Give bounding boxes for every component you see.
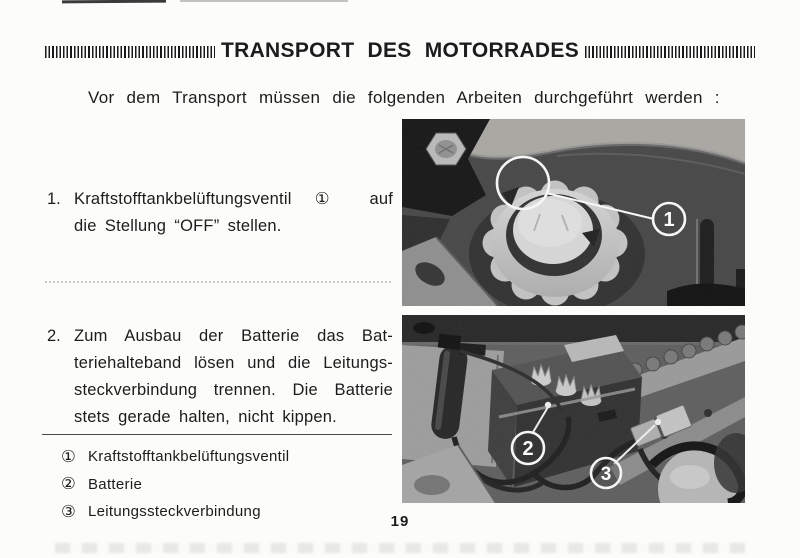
scan-artifact-top-faint	[180, 0, 348, 2]
legend-label: Kraftstofftankbelüftungsventil	[88, 448, 290, 466]
fuel-cap-photo-illustration	[402, 119, 745, 306]
legend-label: Batterie	[88, 475, 143, 493]
step-text	[74, 186, 393, 240]
photo-grain	[402, 119, 745, 306]
page-number: 19	[390, 513, 410, 530]
battery-photo-illustration	[402, 315, 745, 503]
step-item-1	[47, 186, 393, 240]
step-line: stets gerade halten, nicht kippen.	[74, 408, 337, 426]
step-text	[74, 323, 393, 431]
callout-1-number: 1	[663, 209, 675, 232]
scan-artifact-bottom	[55, 543, 745, 553]
page-header	[45, 39, 755, 63]
callout-2-number: 2	[522, 438, 534, 461]
step-line: steckverbindung trennen. Die Batterie	[74, 381, 393, 399]
legend-row-2	[61, 471, 289, 499]
step-number: 1.	[47, 190, 61, 208]
step-line: teriehalteband lösen und die Leitungs-	[74, 354, 393, 372]
legend-label: Leitungssteckverbindung	[88, 503, 261, 521]
step-line: Kraftstofftankbelüftungsventil ① auf	[74, 190, 393, 208]
step-line: die Stellung “OFF” stellen.	[74, 217, 282, 235]
divider-solid	[42, 434, 392, 435]
circled-2-marker: ②	[61, 475, 77, 494]
header-stripe-band-left	[45, 46, 215, 58]
step-number: 2.	[47, 327, 61, 345]
page-title: TRANSPORT DES MOTORRADES	[221, 39, 579, 62]
scan-artifact-top	[62, 0, 166, 3]
figure-battery-photo	[402, 315, 745, 503]
circled-1-marker: ①	[61, 447, 77, 466]
photo-grain	[402, 315, 745, 503]
circled-3-marker: ③	[61, 502, 77, 521]
divider-dotted	[45, 281, 391, 283]
step-line: Zum Ausbau der Batterie das Bat-	[74, 327, 393, 345]
callout-3-number: 3	[600, 463, 612, 485]
intro-text: Vor dem Transport müssen die folgenden Arbeiten durchgeführt werden :	[88, 88, 720, 107]
legend-row-1	[61, 443, 289, 471]
figure-fuel-cap-photo	[402, 119, 745, 306]
header-stripe-band-right	[585, 46, 755, 58]
step-item-2	[47, 323, 393, 431]
